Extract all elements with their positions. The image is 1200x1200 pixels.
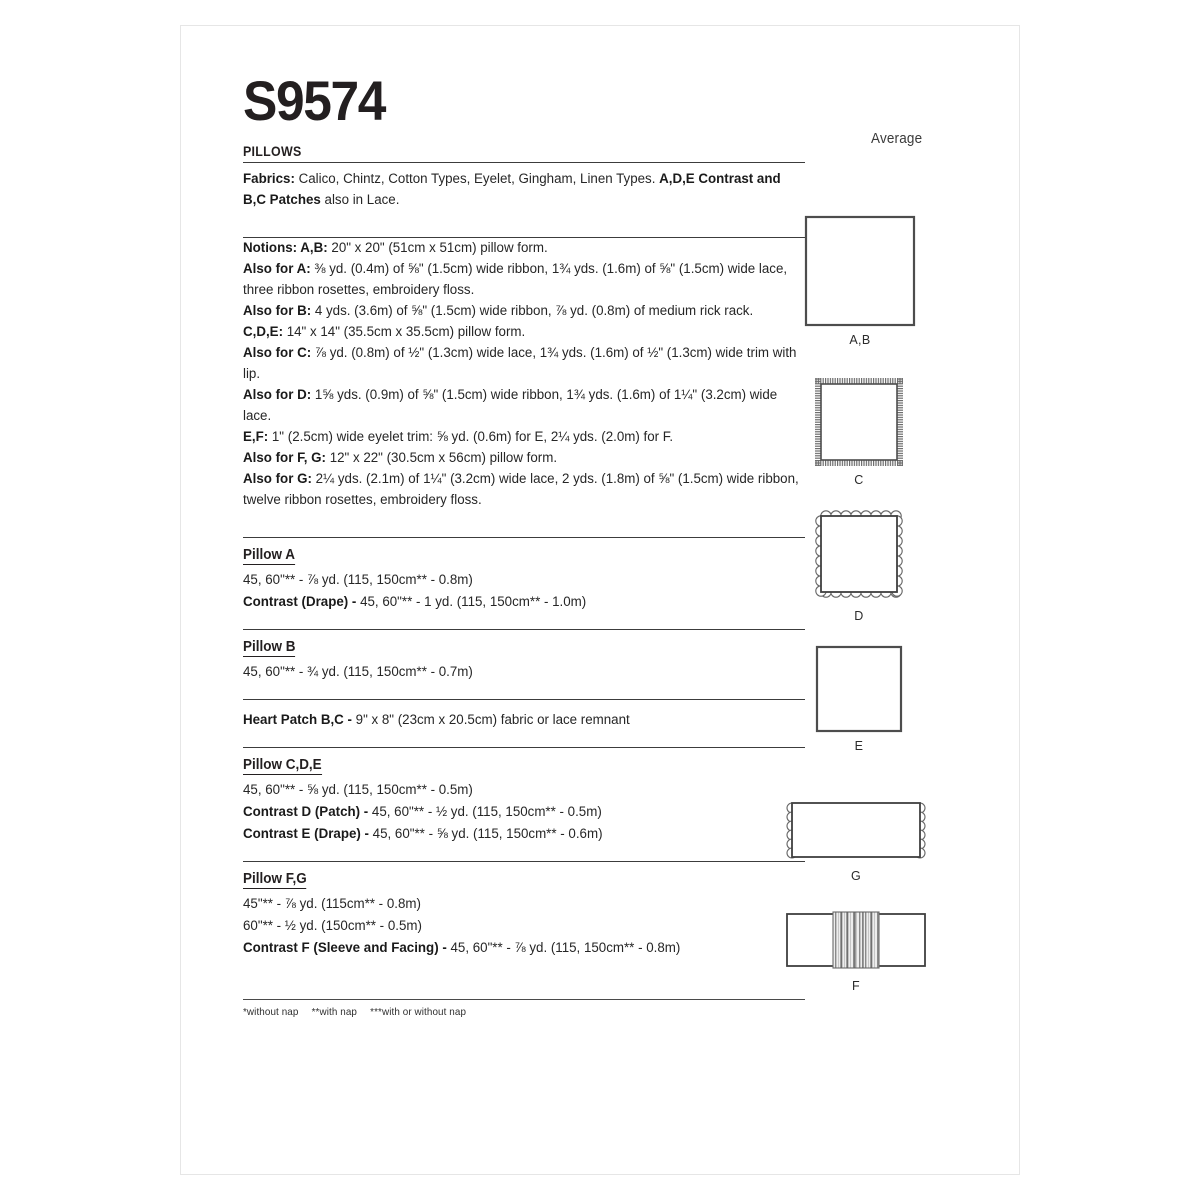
notions-line	[243, 385, 803, 427]
section-line	[243, 591, 803, 613]
pattern-sheet	[180, 25, 1020, 1175]
difficulty-label: Average	[871, 130, 923, 147]
section-line-text: 45"** - ⅞ yd. (115cm** - 0.8m)	[243, 896, 421, 912]
header	[243, 71, 813, 151]
footnote-with-nap: **with nap	[311, 1006, 358, 1018]
footnote-without-nap: *without nap	[243, 1006, 299, 1018]
notions-line-label: E,F:	[243, 429, 269, 445]
section-line-bold: Heart Patch B,C -	[243, 712, 356, 728]
notions-line-label: Notions: A,B:	[243, 240, 328, 256]
divider-above-footnotes	[243, 999, 805, 1000]
section-pillow-b	[243, 630, 805, 683]
section-line	[243, 893, 803, 915]
section-line-text: 45, 60"** - ⅞ yd. (115, 150cm** - 0.8m)	[243, 572, 473, 588]
notions-line-text: 14" x 14" (35.5cm x 35.5cm) pillow form.	[283, 324, 526, 340]
spacer	[243, 731, 805, 747]
section-line	[243, 779, 803, 801]
section-pillow-fg	[243, 862, 805, 959]
illustration-d	[809, 504, 909, 623]
notions-line-text: 1⅝ yds. (0.9m) of ⅝" (1.5cm) wide ribbon, 1¾ yds. (1.6m) of 1¼" (3.2cm) wide lace.	[243, 387, 778, 424]
illustration-caption: C	[854, 473, 864, 487]
illustration-caption: E	[854, 739, 864, 753]
section-line	[243, 937, 803, 959]
notions-line	[243, 259, 803, 301]
notions-line-label: Also for A:	[243, 261, 311, 277]
page-title: S9574	[243, 69, 386, 132]
pillow-ab-icon	[803, 214, 917, 328]
illustration-caption: F	[851, 979, 861, 993]
section-heart-patch	[243, 709, 805, 731]
section-title: Pillow A	[243, 547, 295, 563]
footnote-row	[243, 1006, 771, 1018]
section-line-text: 45, 60"** - 1 yd. (115, 150cm** - 1.0m)	[360, 594, 587, 610]
divider-under-category	[243, 162, 805, 163]
notions-line-text: 1" (2.5cm) wide eyelet trim: ⅝ yd. (0.6m) for E, 2¼ yds. (2.0m) for F.	[268, 429, 674, 445]
illustration-c	[813, 376, 905, 487]
pillow-e-icon	[814, 644, 904, 734]
section-line-text: 45, 60"** - ½ yd. (115, 150cm** - 0.5m)	[371, 804, 602, 820]
spacer	[243, 845, 805, 861]
section-line	[243, 823, 803, 845]
section-line-text: 9" x 8" (23cm x 20.5cm) fabric or lace remnant	[355, 712, 630, 728]
section-line-bold: Contrast D (Patch) -	[243, 804, 372, 820]
illustration-caption: D	[854, 609, 864, 623]
section-title: Pillow B	[243, 639, 296, 655]
notions-line	[243, 301, 803, 322]
notions-line	[243, 322, 803, 343]
notions-line-text: 20" x 20" (51cm x 51cm) pillow form.	[327, 240, 548, 256]
content-column	[243, 144, 805, 1018]
pillow-d-icon	[809, 504, 909, 604]
footnote-with-or-without-nap: ***with or without nap	[370, 1006, 467, 1018]
section-line	[243, 569, 803, 591]
notions-line-label: Also for B:	[243, 303, 312, 319]
illustration-f	[781, 906, 931, 993]
section-pillow-a	[243, 538, 805, 613]
spacer	[243, 211, 805, 237]
section-pillow-cde	[243, 748, 805, 845]
fabrics-bold-1: A,D,E Contrast and B,C Patches	[243, 171, 781, 208]
section-line-text: 45, 60"** - ⅞ yd. (115, 150cm** - 0.8m)	[450, 940, 681, 956]
notions-line-text: 4 yds. (3.6m) of ⅝" (1.5cm) wide ribbon, ⅞ yd. (0.8m) of medium rick rack.	[311, 303, 754, 319]
notions-line-label: Also for D:	[243, 387, 312, 403]
notions-line-text: 12" x 22" (30.5cm x 56cm) pillow form.	[325, 450, 558, 466]
notions-line-label: C,D,E:	[243, 324, 284, 340]
notions-line	[243, 238, 803, 259]
illustration-caption: G	[850, 869, 862, 883]
illustration-g	[781, 796, 931, 883]
divider-above-heart-patch	[243, 699, 805, 700]
section-line	[243, 915, 803, 937]
spacer	[243, 511, 805, 537]
notions-line-label: Also for F, G:	[243, 450, 326, 466]
notions-block	[243, 238, 805, 511]
spacer	[243, 613, 805, 629]
notions-line	[243, 448, 803, 469]
section-line-text: 45, 60"** - ⅝ yd. (115, 150cm** - 0.6m)	[372, 826, 603, 842]
section-line	[243, 709, 803, 731]
spacer	[243, 683, 805, 699]
pillow-f-icon	[781, 906, 931, 974]
notions-line-label: Also for G:	[243, 471, 312, 487]
pillow-g-icon	[781, 796, 931, 864]
fabrics-text-2: also in Lace.	[320, 192, 400, 208]
section-line-bold: Contrast E (Drape) -	[243, 826, 373, 842]
notions-line	[243, 427, 803, 448]
section-line-bold: Contrast F (Sleeve and Facing) -	[243, 940, 451, 956]
section-line	[243, 801, 803, 823]
pillow-c-icon	[813, 376, 905, 468]
notions-line-label: Also for C:	[243, 345, 312, 361]
category-label: PILLOWS	[243, 144, 302, 159]
section-line-text: 45, 60"** - ⅝ yd. (115, 150cm** - 0.5m)	[243, 782, 473, 798]
notions-line-text: ⅜ yd. (0.4m) of ⅝" (1.5cm) wide ribbon, 1¾ yds. (1.6m) of ⅝" (1.5cm) wide lace, three ribbon rosettes, embroidery floss.	[243, 261, 788, 298]
illustration-e	[814, 644, 904, 753]
section-title: Pillow C,D,E	[243, 757, 322, 773]
section-line-bold: Contrast (Drape) -	[243, 594, 361, 610]
illustration-caption: A,B	[849, 333, 871, 347]
fabrics-label: Fabrics:	[243, 171, 295, 187]
notions-line-text: 2¼ yds. (2.1m) of 1¼" (3.2cm) wide lace, 2 yds. (1.8m) of ⅝" (1.5cm) wide ribbon, twelve ribbon rosettes, embroidery floss.	[243, 471, 799, 508]
fabrics-paragraph	[243, 169, 803, 211]
fabrics-text-1: Calico, Chintz, Cotton Types, Eyelet, Gingham, Linen Types.	[294, 171, 660, 187]
section-title: Pillow F,G	[243, 871, 307, 887]
section-line-text: 60"** - ½ yd. (150cm** - 0.5m)	[243, 918, 422, 934]
notions-line	[243, 469, 803, 511]
notions-line-text: ⅞ yd. (0.8m) of ½" (1.3cm) wide lace, 1¾ yds. (1.6m) of ½" (1.3cm) wide trim with lip.	[243, 345, 797, 382]
illustration-ab	[803, 214, 917, 347]
section-line	[243, 661, 803, 683]
section-line-text: 45, 60"** - ¾ yd. (115, 150cm** - 0.7m)	[243, 664, 473, 680]
notions-line	[243, 343, 803, 385]
spacer	[243, 959, 805, 999]
